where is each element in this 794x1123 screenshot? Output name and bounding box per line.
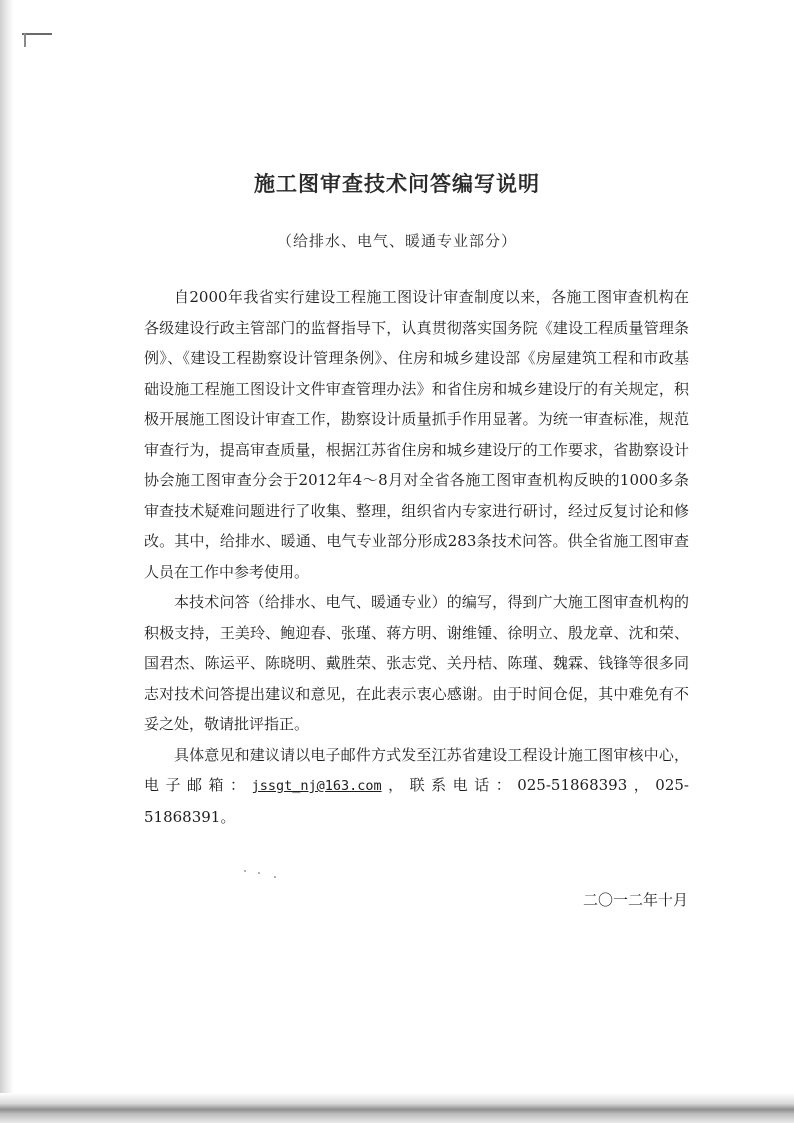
document-body	[144, 282, 689, 832]
contact-text-before-email: 具体意见和建议请以电子邮件方式发至江苏省建设工程设计施工图审核中心，电子邮箱：	[144, 745, 689, 794]
document-date: 二〇一二年十月	[582, 891, 688, 909]
scan-speck	[244, 870, 246, 872]
scan-speck	[258, 872, 260, 874]
scan-corner-mark	[22, 33, 52, 35]
contact-text-phone: ，联系电话：025-51868393，025-51868391。	[144, 776, 689, 826]
scan-speck	[274, 876, 276, 878]
scan-bottom-binding-shadow	[0, 1093, 794, 1123]
scan-corner-mark-vertical	[24, 33, 26, 47]
paragraph-acknowledgements: 本技术问答（给排水、电气、暖通专业）的编写，得到广大施工图审查机构的积极支持，王美玲、鲍迎春、张瑾、蒋方明、谢维锺、徐明立、殷龙章、沈和荣、国君杰、陈运平、陈晓明、戴胜荣、张志党、关丹桔、陈瑾、魏霖、钱锋等很多同志对技术问答提出建议和意见，在此表示衷心感谢。由于时间仓促，其中难免有不妥之处，敬请批评指正。	[144, 593, 689, 733]
contact-email-link[interactable]: jssgt_nj@163.com	[251, 778, 382, 794]
paragraph-background: 自2000年我省实行建设工程施工图设计审查制度以来，各施工图审查机构在各级建设行政主管部门的监督指导下，认真贯彻落实国务院《建设工程质量管理条例》、《建设工程勘察设计管理条例》、住房和城乡建设部《房屋建筑工程和市政基础设施工程施工图设计文件审查管理办法》和省住房和城乡建设厅的有关规定，积极开展施工图设计审查工作，勘察设计质量抓手作用显著。为统一审查标准，规范审查行为，提高审查质量，根据江苏省住房和城乡建设厅的工作要求，省勘察设计协会施工图审查分会于2012年4～8月对全省各施工图审查机构反映的1000多条审查技术疑难问题进行了收集、整理，组织省内专家进行研讨，经过反复讨论和修改。其中，给排水、暖通、电气专业部分形成283条技术问答。供全省施工图审查人员在工作中参考使用。	[144, 288, 689, 581]
document-title: 施工图审查技术问答编写说明	[254, 172, 540, 196]
document-subtitle: （给排水、电气、暖通专业部分）	[276, 232, 517, 250]
paragraph-contact	[144, 740, 689, 833]
